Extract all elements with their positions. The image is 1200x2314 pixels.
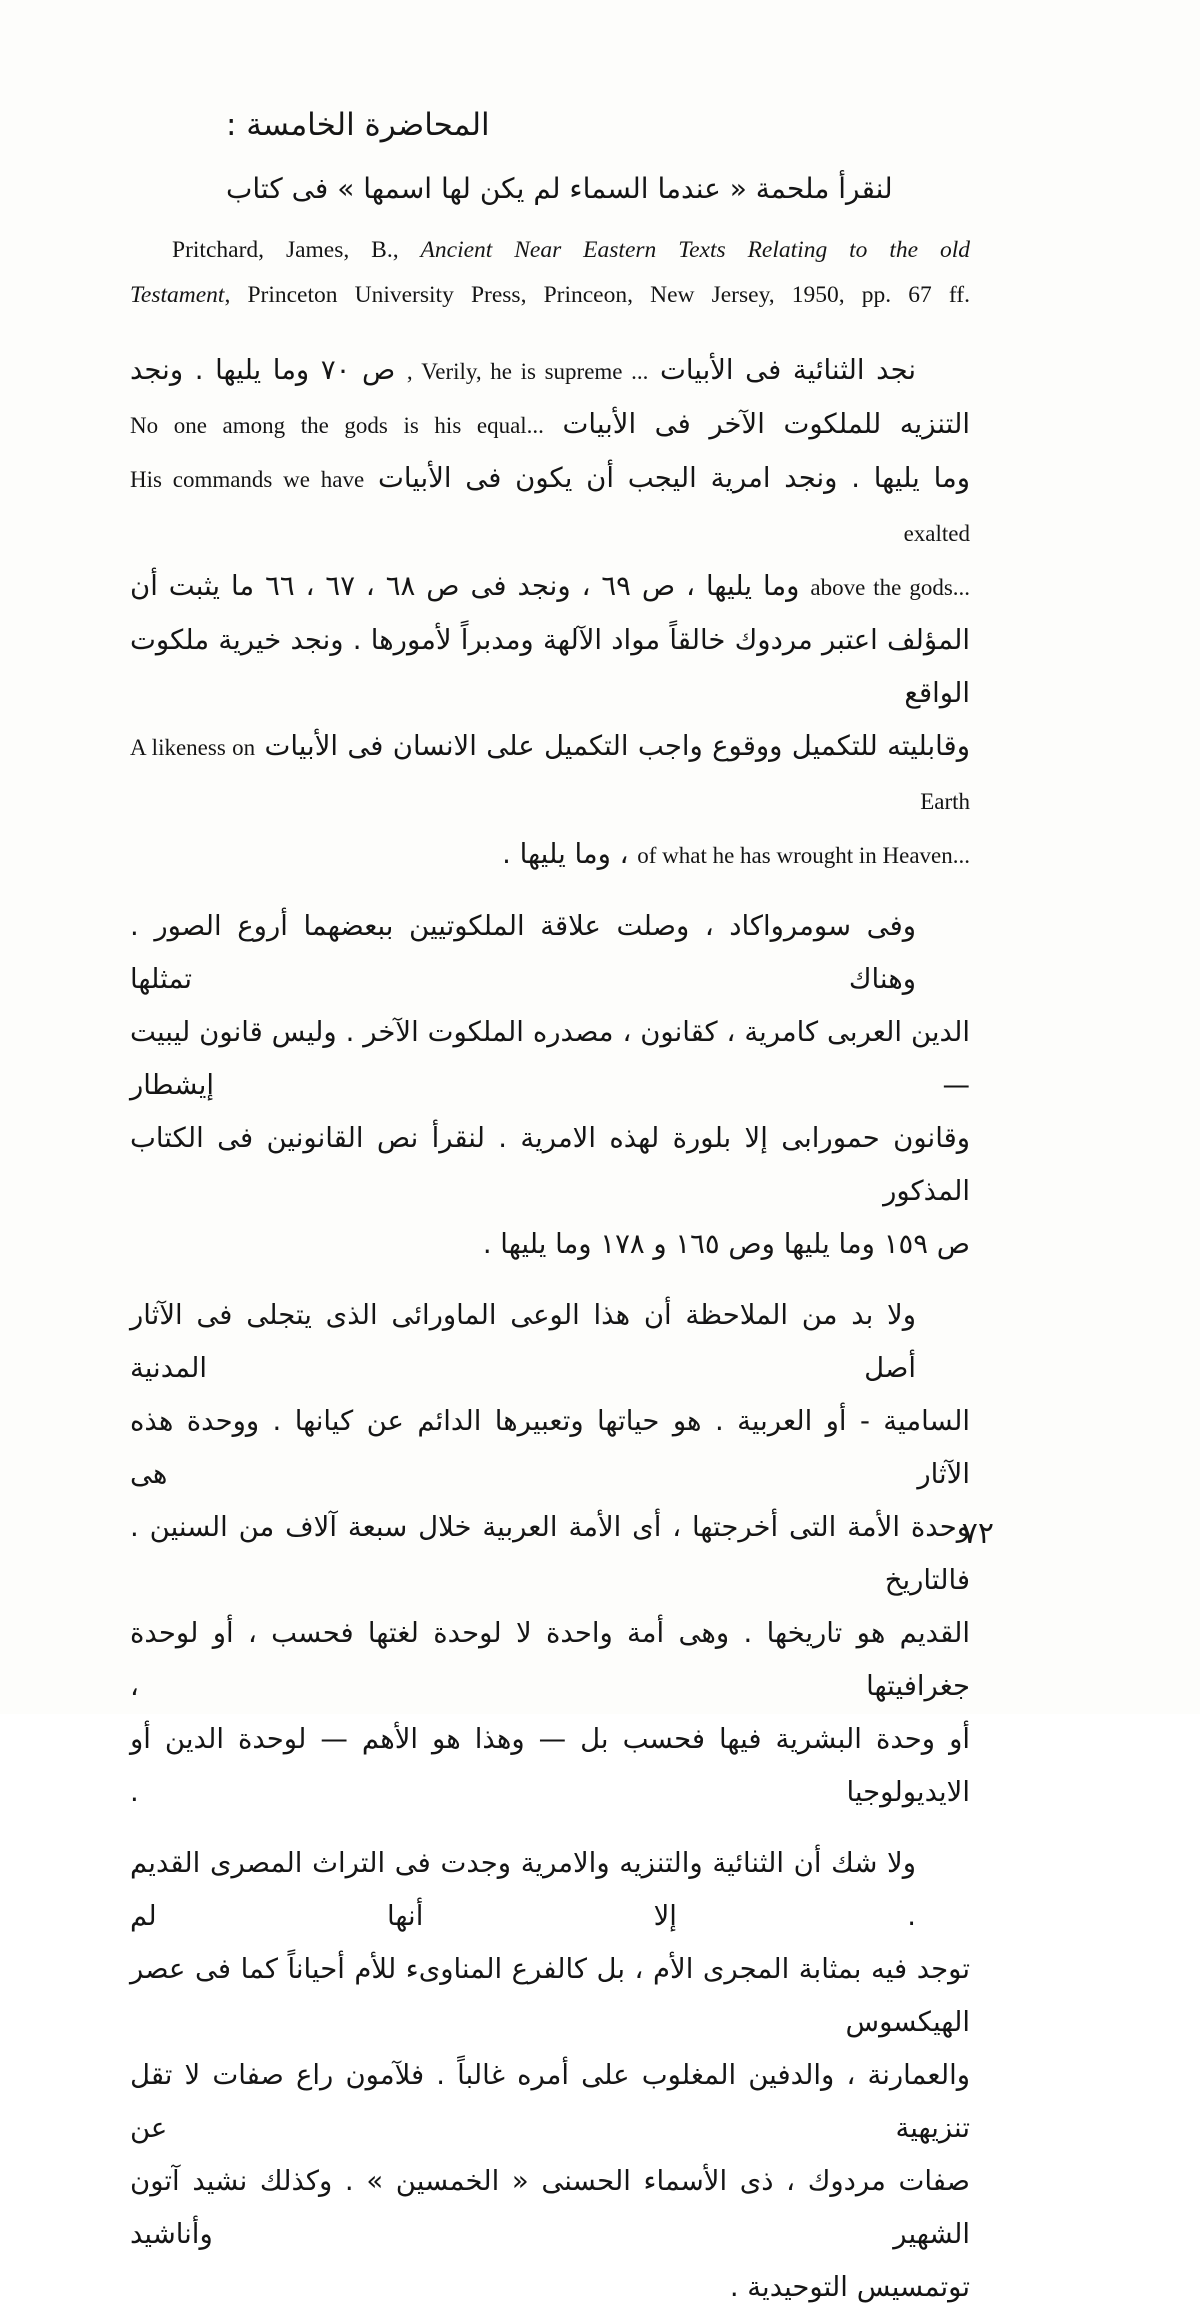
text-line xyxy=(130,614,970,720)
arabic-text: ولا شك أن الثنائية والتنزيه والامرية وجدت فى التراث المصرى القديم . إلا أنها لم xyxy=(130,1847,916,1932)
citation-book-title: Testament xyxy=(130,282,225,308)
arabic-text: وما يليها ، ص ٦٩ ، ونجد فى ص ٦٨ ، ٦٧ ، ٦٦ ما يثبت أن xyxy=(130,570,800,602)
text-line xyxy=(130,720,970,828)
text-line xyxy=(130,1395,970,1501)
latin-phrase: of what he has wrought in Heaven... xyxy=(637,843,970,868)
latin-phrase: A likeness on Earth xyxy=(130,735,970,814)
arabic-text: والعمارنة ، والدفين المغلوب على أمره غالباً . فلآمون راع صفات لا تقل تنزيهية عن xyxy=(130,2059,970,2144)
text-line xyxy=(130,828,970,882)
arabic-text: التنزيه للملكوت الآخر فى الأبيات xyxy=(562,408,970,440)
latin-phrase: No one among the gods is his equal... xyxy=(130,413,544,438)
arabic-paragraph xyxy=(130,344,970,882)
arabic-text: توتمسيس التوحيدية . xyxy=(729,2271,970,2303)
citation-text: Pritchard, James, B., xyxy=(172,237,421,263)
arabic-paragraph xyxy=(130,1289,970,1819)
text-line xyxy=(130,1837,970,1943)
citation xyxy=(130,228,970,318)
latin-phrase: His commands we have exalted xyxy=(130,467,970,546)
latin-phrase: , Verily, he is supreme ... xyxy=(406,359,649,384)
text-line xyxy=(130,1112,970,1218)
arabic-text: صفات مردوك ، ذى الأسماء الحسنى « الخمسين » . وكذلك نشيد آتون الشهير وأناشيد xyxy=(130,2165,970,2250)
text-line xyxy=(130,1607,970,1713)
text-line xyxy=(130,344,970,398)
arabic-text: أو وحدة البشرية فيها فحسب بل — وهذا هو الأهم — لوحدة الدين أو الايديولوجيا . xyxy=(130,1723,970,1808)
text-line xyxy=(130,1713,970,1819)
page-number: ٧٢ xyxy=(961,1516,994,1551)
text-line xyxy=(130,2049,970,2155)
text-line xyxy=(130,398,970,452)
latin-phrase: above the gods... xyxy=(810,575,971,600)
citation-line xyxy=(130,228,970,273)
lecture-heading: المحاضرة الخامسة : xyxy=(226,107,490,143)
arabic-text: وما يليها . ونجد امرية اليجب أن يكون فى الأبيات xyxy=(377,462,970,494)
text-line xyxy=(130,1289,970,1395)
arabic-paragraph xyxy=(130,900,970,1271)
text-line xyxy=(130,452,970,560)
citation-line xyxy=(130,273,970,318)
page-content xyxy=(130,0,970,2314)
text-line xyxy=(130,2155,970,2261)
arabic-text: المؤلف اعتبر مردوك خالقاً مواد الآلهة ومدبراً لأمورها . ونجد خيرية ملكوت الواقع xyxy=(130,624,970,709)
arabic-text: ص ٧٠ وما يليها . ونجد xyxy=(130,354,396,386)
arabic-text: وحدة الأمة التى أخرجتها ، أى الأمة العربية خلال سبعة آلاف من السنين . فالتاريخ xyxy=(130,1511,970,1596)
arabic-text: ، وما يليها . xyxy=(502,838,629,870)
arabic-text: الدين العربى كامرية ، كقانون ، مصدره الملكوت الآخر . وليس قانون ليبيت — إيشطار xyxy=(130,1016,970,1101)
arabic-text: السامية - أو العربية . هو حياتها وتعبيرها الدائم عن كيانها . ووحدة هذه الآثار هى xyxy=(130,1405,970,1490)
arabic-text: ولا بد من الملاحظة أن هذا الوعى الماورائى الذى يتجلى فى الآثار أصل المدنية xyxy=(130,1299,916,1384)
intro-line: لنقرأ ملحمة « عندما السماء لم يكن لها اسمها » فى كتاب xyxy=(226,172,893,205)
arabic-text: القديم هو تاريخها . وهى أمة واحدة لا لوحدة لغتها فحسب ، أو لوحدة جغرافيتها ، xyxy=(130,1617,970,1702)
arabic-text: وفى سومرواكاد ، وصلت علاقة الملكوتيين ببعضهما أروع الصور . وهناك تمثلها xyxy=(130,910,916,995)
text-line xyxy=(130,560,970,614)
text-line xyxy=(130,1218,970,1271)
text-line xyxy=(130,1943,970,2049)
text-line xyxy=(130,1501,970,1607)
arabic-paragraph xyxy=(130,1837,970,2314)
text-line xyxy=(130,2261,970,2314)
citation-text: , Princeton University Press, Princeon, New Jersey, 1950, pp. 67 ff. xyxy=(224,282,970,308)
arabic-text: توجد فيه بمثابة المجرى الأم ، بل كالفرع المناوىء للأم أحياناً كما فى عصر الهيكسوس xyxy=(130,1953,970,2038)
arabic-text: وقابليته للتكميل ووقوع واجب التكميل على الانسان فى الأبيات xyxy=(264,730,970,762)
arabic-text: وقانون حمورابى إلا بلورة لهذه الامرية . لنقرأ نص القانونين فى الكتاب المذكور xyxy=(130,1122,970,1207)
citation-book-title: Ancient Near Eastern Texts Relating to the old xyxy=(420,237,970,263)
arabic-text: نجد الثنائية فى الأبيات xyxy=(660,354,916,386)
text-line xyxy=(130,1006,970,1112)
arabic-text: ص ١٥٩ وما يليها وص ١٦٥ و ١٧٨ وما يليها . xyxy=(482,1228,970,1260)
text-line xyxy=(130,900,970,1006)
